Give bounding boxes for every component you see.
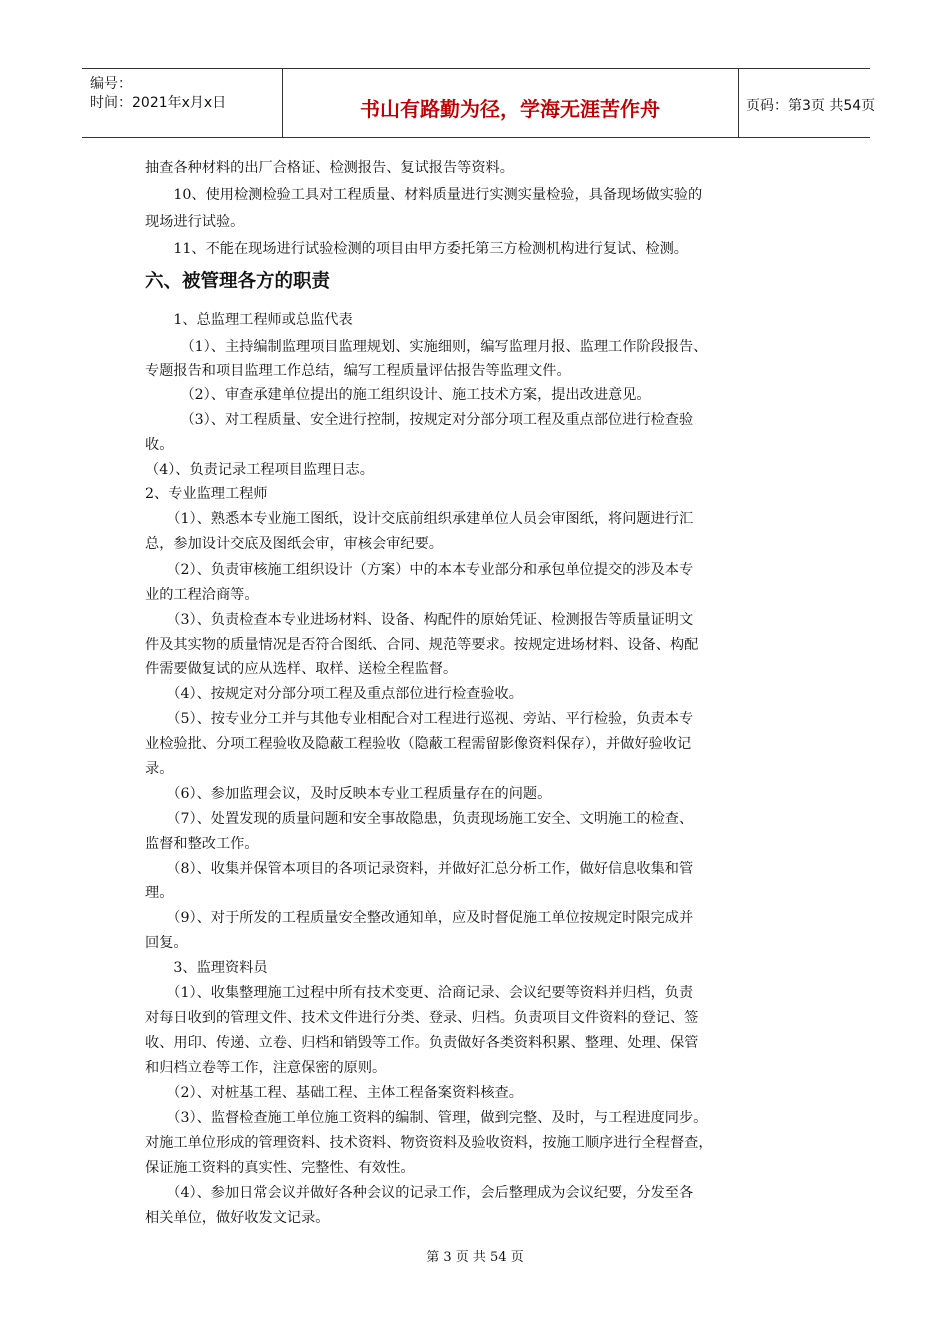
body-line: （6）、参加监理会议，及时反映本专业工程质量存在的问题。: [145, 786, 552, 802]
body-line: 业的工程洽商等。: [145, 587, 259, 603]
date-label: 时间：2021年x月x日: [90, 95, 227, 111]
body-line: 抽查各种材料的出厂合格证、检测报告、复试报告等资料。: [145, 160, 514, 176]
body-line: 相关单位，做好收发文记录。: [145, 1210, 330, 1226]
body-line: 专题报告和项目监理工作总结，编写工程质量评估报告等监理文件。: [145, 363, 571, 379]
body-line: 11、不能在现场进行试验检测的项目由甲方委托第三方检测机构进行复试、检测。: [145, 241, 688, 257]
body-line: 件需要做复试的应从选样、取样、送检全程监督。: [145, 661, 458, 677]
body-line: 总，参加设计交底及图纸会审，审核会审纪要。: [145, 536, 443, 552]
body-line: 回复。: [145, 935, 188, 951]
body-line: 收。: [145, 437, 174, 453]
page-header: [82, 68, 876, 138]
body-line: 保证施工资料的真实性、完整性、有效性。: [145, 1160, 415, 1176]
body-line: （4）、参加日常会议并做好各种会议的记录工作，会后整理成为会议纪要，分发至各: [145, 1185, 694, 1201]
body-line: 2、专业监理工程师: [145, 486, 268, 502]
section-heading: 六、被管理各方的职责: [145, 271, 331, 292]
header-page-info: 页码：第3页 共54页: [746, 98, 876, 114]
body-line: （3）、监督检查施工单位施工资料的编制、管理，做到完整、及时，与工程进度同步。: [145, 1110, 708, 1126]
body-line: （2）、对桩基工程、基础工程、主体工程备案资料核查。: [145, 1085, 523, 1101]
body-line: （3）、负责检查本专业进场材料、设备、构配件的原始凭证、检测报告等质量证明文: [145, 612, 694, 628]
body-line: （2）、负责审核施工组织设计（方案）中的本本专业部分和承包单位提交的涉及本专: [145, 562, 694, 578]
body-line: 10、使用检测检验工具对工程质量、材料质量进行实测实量检验，具备现场做实验的: [145, 187, 703, 203]
body-line: 3、监理资料员: [145, 960, 268, 976]
body-line: （3）、对工程质量、安全进行控制，按规定对分部分项工程及重点部位进行检查验: [145, 412, 694, 428]
body-line: 件及其实物的质量情况是否符合图纸、合同、规范等要求。按规定进场材料、设备、构配: [145, 637, 699, 653]
body-line: 和归档立卷等工作，注意保密的原则。: [145, 1060, 387, 1076]
body-line: （8）、收集并保管本项目的各项记录资料，并做好汇总分析工作，做好信息收集和管: [145, 861, 694, 877]
body-line: （1）、收集整理施工过程中所有技术变更、洽商记录、会议纪要等资料并归档，负责: [145, 985, 694, 1001]
number-label: 编号：: [90, 76, 132, 92]
body-line: （4）、按规定对分部分项工程及重点部位进行检查验收。: [145, 686, 523, 702]
header-motto: 书山有路勤为径，学海无涯苦作舟: [360, 97, 660, 121]
body-line: （4）、负责记录工程项目监理日志。: [145, 462, 374, 478]
body-line: 收、用印、传递、立卷、归档和销毁等工作。负责做好各类资料积累、整理、处理、保管: [145, 1035, 699, 1051]
header-right-cell: [738, 69, 876, 137]
body-line: 理。: [145, 885, 174, 901]
page-footer: 第 3 页 共 54 页: [426, 1250, 524, 1265]
body-line: （9）、对于所发的工程质量安全整改通知单，应及时督促施工单位按规定时限完成并: [145, 910, 694, 926]
body-line: （2）、审查承建单位提出的施工组织设计、施工技术方案，提出改进意见。: [145, 387, 651, 403]
body-line: 监督和整改工作。: [145, 836, 259, 852]
body-line: （5）、按专业分工并与其他专业相配合对工程进行巡视、旁站、平行检验，负责本专: [145, 711, 694, 727]
body-line: 1、总监理工程师或总监代表: [145, 312, 353, 328]
body-line: （1）、主持编制监理项目监理规划、实施细则，编写监理月报、监理工作阶段报告、: [145, 339, 708, 355]
body-line: （1）、熟悉本专业施工图纸，设计交底前组织承建单位人员会审图纸，将问题进行汇: [145, 511, 694, 527]
body-line: 对施工单位形成的管理资料、技术资料、物资资料及验收资料，按施工顺序进行全程督查，: [145, 1135, 713, 1151]
body-line: 现场进行试验。: [145, 214, 245, 230]
header-middle-cell: [282, 69, 739, 137]
body-line: 对每日收到的管理文件、技术文件进行分类、登录、归档。负责项目文件资料的登记、签: [145, 1010, 699, 1026]
body-line: （7）、处置发现的质量问题和安全事故隐患，负责现场施工安全、文明施工的检查、: [145, 811, 694, 827]
header-left-cell: [82, 69, 283, 137]
body-line: 业检验批、分项工程验收及隐蔽工程验收（隐蔽工程需留影像资料保存），并做好验收记: [145, 736, 692, 752]
body-line: 录。: [145, 761, 174, 777]
